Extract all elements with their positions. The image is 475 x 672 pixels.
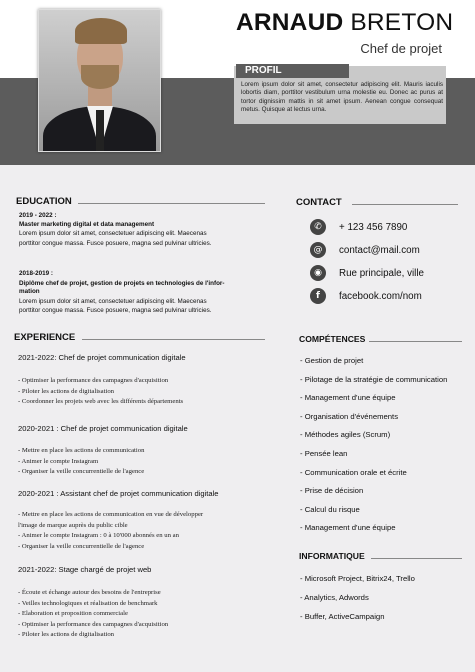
phone-icon: ✆ [310, 219, 326, 235]
job-title-3: 2020-2021 : Assistant chef de projet communication digitale [18, 489, 219, 498]
job-bullets-2: - Mettre en place les actions de communication - Animer le compte Instagram - Organiser la veille concurrentielle de l'agence [18, 447, 145, 475]
contact-phone: ✆ + 123 456 7890 [310, 218, 407, 236]
skill-item: - Calcul du risque [300, 504, 360, 514]
facebook-icon: f [310, 288, 326, 304]
skill-item: - Pensée lean [300, 449, 348, 458]
contact-address: ◉ Rue principale, ville [310, 264, 424, 282]
contact-facebook: f facebook.com/nom [310, 287, 422, 305]
skill-item: - Organisation d'événements [300, 411, 399, 421]
at-icon: @ [310, 242, 326, 258]
education-entry-2: 2018-2019 : Diplôme chef de projet, gestion de projets en technologies de l'infor- mation Lorem ipsum dolor sit amet, consectetuer adipiscing elit. Maecenas porttitor congue massa. Fusce posuere, magna sed pulvinar ultricies. [19, 270, 225, 314]
informatique-title: INFORMATIQUE [299, 551, 365, 561]
education-entry-1: 2019 - 2022 : Master marketing digital et data management Lorem ipsum dolor sit amet, consectetuer adipiscing elit. Maecenas porttitor congue massa. Fusce posuere, magna sed pulvinar ultricies. [19, 212, 212, 247]
job-title: Chef de projet [360, 41, 442, 56]
it-item: - Microsoft Project, Bitrix24, Trello [300, 574, 415, 583]
education-rule [78, 203, 265, 204]
contact-rule [352, 204, 458, 205]
contact-title: CONTACT [296, 197, 342, 208]
profile-photo [38, 9, 161, 152]
job-title-2: 2020-2021 : Chef de projet communication digitale [18, 424, 188, 433]
skill-item: - Management d'une équipe [300, 393, 396, 403]
skill-item: - Management d'une équipe [300, 523, 396, 533]
experience-title: EXPERIENCE [14, 332, 76, 343]
job-title-4: 2021-2022: Stage chargé de projet web [18, 565, 152, 574]
competences-rule [369, 341, 462, 342]
full-name: ARNAUD BRETON [236, 9, 454, 36]
skill-item: - Méthodes agiles (Scrum) [300, 430, 391, 440]
skill-item: - Prise de décision [300, 486, 364, 496]
skill-item: - Pilotage de la stratégie de communication [300, 374, 448, 384]
job-bullets-4: - Écoute et échange autour des besoins de l'entreprise - Veilles technologiques et réalisation de benchmark - Elaboration et proposition commerciale - Optimiser la performance des campagnes d'acquisition - Piloter les actions de digitalisation [18, 589, 169, 638]
experience-rule [82, 339, 265, 340]
profil-title: PROFIL [236, 64, 349, 78]
skill-item: - Gestion de projet [300, 356, 364, 365]
profil-text: Lorem ipsum dolor sit amet, consectetur adipiscing elit. Mauris iaculis lobortis diam, porttitor vestibulum urna molestie eu. Donec ac purus at tortor dignissim mattis in sit amet ipsum. Aenean congue consequat metus. Quisque at lectus urna. [241, 81, 443, 114]
job-bullets-1: - Optimiser la performance des campagnes d'acquisition - Piloter les actions de digitalisation - Coordonner les projets web avec les différents départements [18, 377, 184, 405]
skill-item: - Communication orale et écrite [300, 467, 407, 477]
job-bullets-3: - Mettre en place les actions de communication en vue de développer l'image de marque auprès du public cible - Animer le compte Instagram : 0 à 10'000 abonnés en un an - Organiser la veille concurrentielle de l'agence [18, 511, 204, 550]
education-title: EDUCATION [16, 196, 72, 207]
it-item: - Buffer, ActiveCampaign [300, 612, 385, 621]
location-icon: ◉ [310, 265, 326, 281]
it-item: - Analytics, Adwords [300, 593, 369, 602]
job-title-1: 2021-2022: Chef de projet communication digitale [18, 353, 186, 362]
competences-title: COMPÉTENCES [299, 334, 366, 344]
informatique-rule [371, 558, 462, 559]
contact-email: @ contact@mail.com [310, 241, 420, 259]
